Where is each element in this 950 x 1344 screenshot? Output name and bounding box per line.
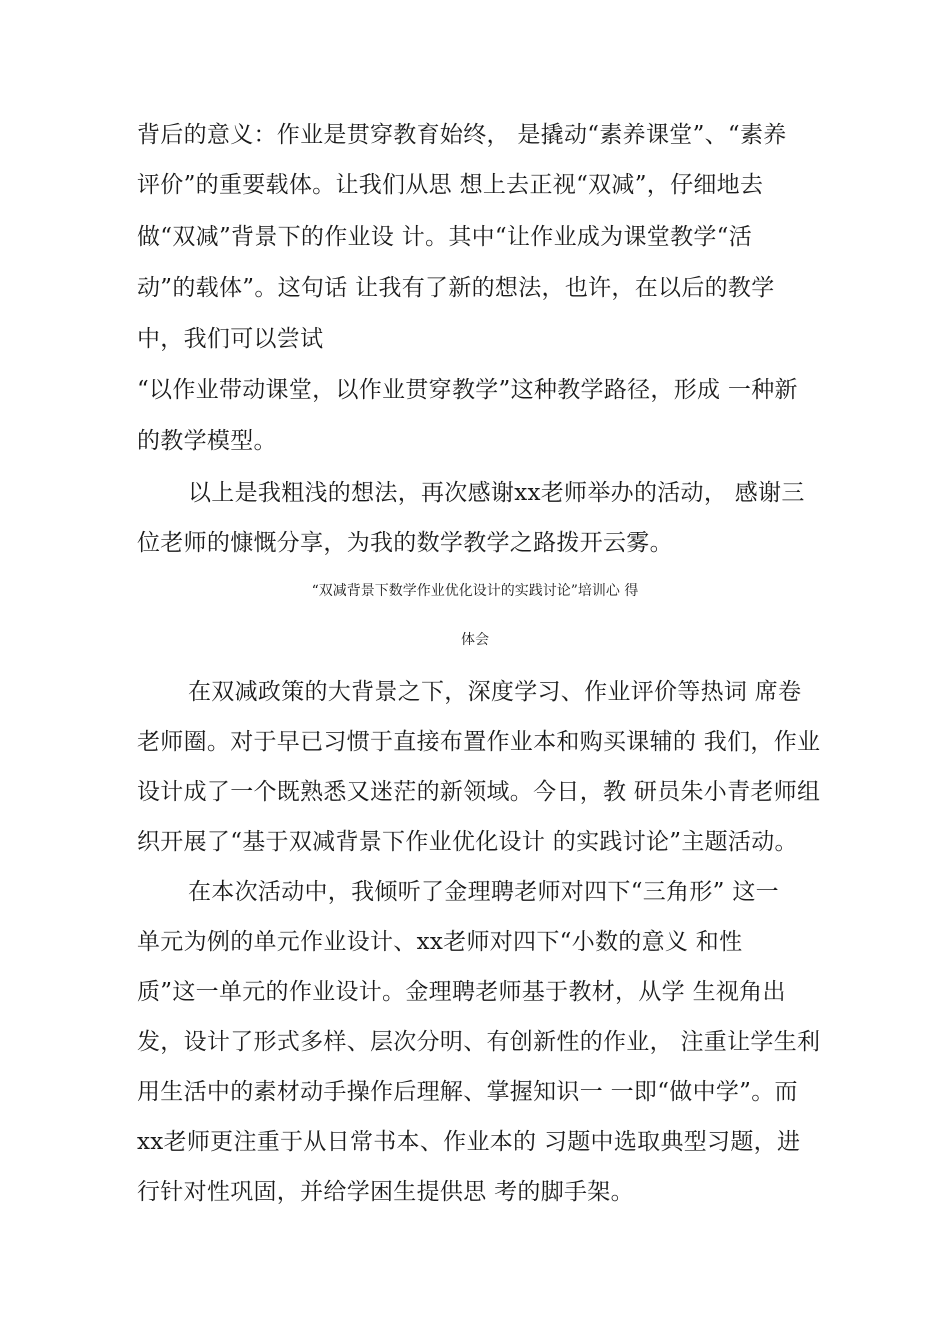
text-line: 背后的意义：作业是贯穿教育始终， 是撬动“素养课堂”、“素养 (137, 122, 787, 148)
text-line: 行针对性巩固，并给学困生提供思 考的脚手架。 (137, 1179, 634, 1205)
text-line: 动”的载体”。这句话 让我有了新的想法，也许，在以后的教学 (137, 275, 775, 301)
text-line: 质”这一单元的作业设计。金理聘老师基于教材，从学 生视角出 (137, 979, 786, 1005)
text-line: “以作业带动课堂，以作业贯穿教学”这种教学路径，形成 一种新 (137, 377, 798, 403)
text-line: 织开展了“基于双减背景下作业优化设计 的实践讨论”主题活动。 (137, 829, 798, 855)
text-line: 在双减政策的大背景之下，深度学习、作业评价等热词 席卷 (188, 679, 802, 705)
text-line: 老师圈。对于早已习惯于直接布置作业本和购买课辅的 我们，作业 (137, 729, 821, 755)
text-line: 以上是我粗浅的想法，再次感谢xx老师举办的活动， 感谢三 (188, 480, 805, 506)
text-line: 的教学模型。 (137, 428, 277, 454)
text-line: 位老师的慷慨分享，为我的数学教学之路拨开云雾。 (137, 530, 673, 556)
text-line: xx老师更注重于从日常书本、作业本的 习题中选取典型习题，进 (137, 1129, 801, 1155)
text-line: 评价”的重要载体。让我们从思 想上去正视“双减”，仔细地去 (137, 172, 764, 198)
text-line: 用生活中的素材动手操作后理解、掌握知识一 一即“做中学”。而 (137, 1079, 798, 1105)
text-line: 在本次活动中，我倾听了金理聘老师对四下“三角形” 这一 (188, 879, 779, 905)
text-line: 中，我们可以尝试 (137, 326, 324, 352)
title-line: “双减背景下数学作业优化设计的实践讨论”培训心 得 (311, 583, 639, 599)
text-line: 做“双减”背景下的作业设 计。其中“让作业成为课堂教学“活 (137, 224, 753, 250)
text-line: 设计成了一个既熟悉又迷茫的新领域。今日，教 研员朱小青老师组 (137, 779, 821, 805)
title-line: 体会 (461, 632, 489, 648)
text-line: 单元为例的单元作业设计、xx老师对四下“小数的意义 和性 (137, 929, 743, 955)
text-line: 发，设计了形式多样、层次分明、有创新性的作业， 注重让学生利 (137, 1029, 821, 1055)
